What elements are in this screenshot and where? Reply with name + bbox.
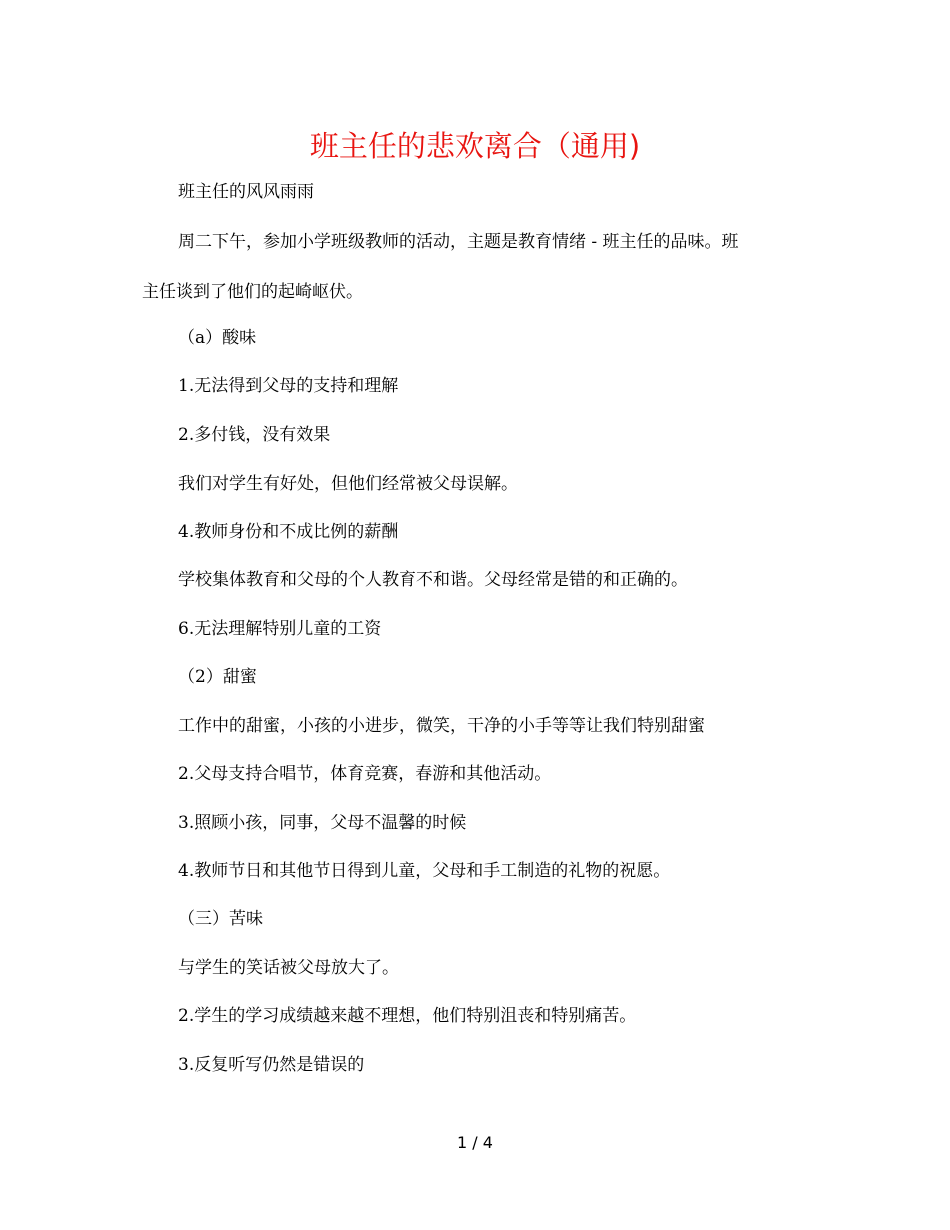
- list-item: 我们对学生有好处，但他们经常被父母误解。: [178, 474, 518, 494]
- list-item: 2.多付钱，没有效果: [178, 425, 331, 445]
- list-item: 3.照顾小孩，同事，父母不温馨的时候: [178, 813, 467, 833]
- list-item: 6.无法理解特别儿童的工资: [178, 619, 382, 639]
- list-item: 4.教师身份和不成比例的薪酬: [178, 522, 399, 542]
- section-heading: （三）苦味: [178, 909, 263, 929]
- list-item: 2.学生的学习成绩越来越不理想，他们特别沮丧和特别痛苦。: [178, 1006, 637, 1026]
- page-number: 1 / 4: [457, 1133, 493, 1152]
- list-item: 2.父母支持合唱节，体育竞赛，春游和其他活动。: [178, 764, 552, 784]
- paragraph-line: 主任谈到了他们的起崎岖伏。: [142, 282, 363, 302]
- list-item: 3.反复听写仍然是错误的: [178, 1055, 365, 1075]
- list-item: 与学生的笑话被父母放大了。: [178, 958, 399, 978]
- paragraph-line: 周二下午，参加小学班级教师的活动，主题是教育情绪 - 班主任的品味。班: [178, 232, 739, 252]
- list-item: 工作中的甜蜜，小孩的小进步，微笑，干净的小手等等让我们特别甜蜜: [178, 716, 705, 736]
- section-heading: （2）甜蜜: [178, 667, 257, 687]
- list-item: 学校集体教育和父母的个人教育不和谐。父母经常是错的和正确的。: [178, 570, 688, 590]
- document-title: 班主任的悲欢离合（通用): [309, 129, 641, 163]
- paragraph-line: 班主任的风风雨雨: [178, 182, 314, 202]
- section-heading: （a）酸味: [178, 328, 257, 348]
- list-item: 1.无法得到父母的支持和理解: [178, 376, 399, 396]
- list-item: 4.教师节日和其他节日得到儿童，父母和手工制造的礼物的祝愿。: [178, 861, 671, 881]
